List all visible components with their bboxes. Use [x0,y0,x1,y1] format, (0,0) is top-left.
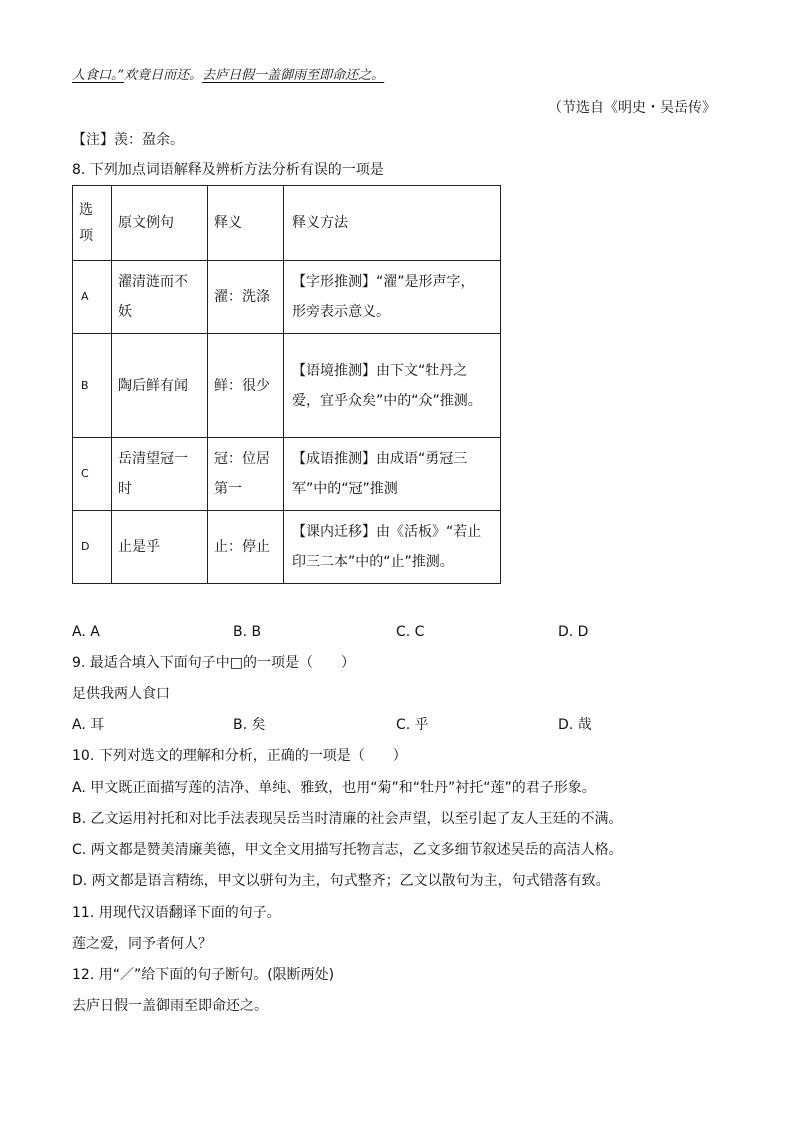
row-sentence-text: 濯清涟而不妖 [118,274,188,320]
question-10-option-a[interactable]: A. 甲文既正面描写莲的洁净、单纯、雅致，也用“菊”和“牡丹”衬托“莲”的君子形象。 [72,780,596,796]
choice-c[interactable]: C. 乎 [396,717,429,733]
passage-line [72,66,384,86]
choice-a[interactable]: A. A [72,624,100,640]
table-row [73,261,501,334]
row-meaning-text: 冠：位居第一 [214,451,270,497]
row-option: B [73,334,112,438]
question-11-sentence: 莲之爱，同予者何人？ [72,936,212,952]
question-8-choices [72,622,722,642]
question-10-option-c[interactable]: C. 两文都是赞美清廉美德，甲文全文用描写托物言志，乙文多细节叙述吴岳的高洁人格。 [72,842,623,858]
passage-fragment-underlined: 人食口。” [72,68,125,83]
table-row [73,334,501,438]
annotation-note: 【注】羡：盈余。 [72,132,184,148]
choice-c[interactable]: C. C [396,624,425,640]
row-method-text: 【成语推测】由成语“勇冠三军”中的“冠”推测 [292,451,468,497]
table-row [73,511,501,584]
choice-b[interactable]: B. 矣 [233,717,266,733]
header-meaning: 释义 [208,186,284,261]
header-option-text: 选项 [79,202,93,244]
table-header-row [73,186,501,261]
row-sentence: 陶后鲜有闻 [112,334,208,438]
row-option: D [73,511,112,584]
choice-b[interactable]: B. B [233,624,262,640]
question-8-stem: 8. 下列加点词语解释及辨析方法分析有误的一项是 [72,162,384,178]
row-option: C [73,438,112,511]
row-meaning: 止：停止 [208,511,284,584]
source-citation: （节选自《明史・吴岳传》 [548,100,716,116]
header-option [73,186,112,261]
table-row [73,438,501,511]
question-11-stem: 11. 用现代汉语翻译下面的句子。 [72,905,281,921]
question-12-stem: 12. 用“／”给下面的句子断句。(限断两处) [72,967,335,983]
header-sentence: 原文例句 [112,186,208,261]
choice-a[interactable]: A. 耳 [72,717,105,733]
row-sentence [112,438,208,511]
row-option: A [73,261,112,334]
row-method-text: 【字形推测】“濯”是形声字，形旁表示意义。 [292,274,475,320]
question-9-stem: 9. 最适合填入下面句子中□的一项是（ ） [72,655,356,671]
question-10-option-d[interactable]: D. 两文都是语言精练，甲文以骈句为主，句式整齐；乙文以散句为主，句式错落有致。 [72,873,610,889]
header-method: 释义方法 [284,186,501,261]
row-meaning: 鲜：很少 [208,334,284,438]
choice-d[interactable]: D. 哉 [558,717,592,733]
question-10-option-b[interactable]: B. 乙文运用衬托和对比手法表现吴岳当时清廉的社会声望，以至引起了友人王廷的不满。 [72,811,623,827]
row-meaning [208,438,284,511]
row-method [284,511,501,584]
row-method [284,438,501,511]
row-method-text: 【语境推测】由下文“牡丹之爱，宜乎众矣”中的“众”推测。 [292,362,482,409]
choice-d[interactable]: D. D [558,624,589,640]
row-sentence [112,261,208,334]
row-method [284,334,501,438]
question-12-sentence: 去庐日假一盖御雨至即命还之。 [72,998,268,1014]
row-method-text: 【课内迁移】由《活板》“若止印三二本”中的“止”推测。 [292,524,482,570]
row-method [284,261,501,334]
passage-sentence-underlined: 去庐日假一盖御雨至即命还之。 [202,68,385,83]
row-sentence-text: 岳清望冠一时 [118,451,188,497]
question-9-choices [72,715,722,735]
row-meaning: 濯：洗涤 [208,261,284,334]
question-10-stem: 10. 下列对选文的理解和分析，正确的一项是（ ） [72,748,407,764]
question-9-sentence: 足供我两人食口 [72,686,170,702]
question-8-table [72,185,501,584]
passage-fragment: 欢竟日而还。 [124,68,203,83]
row-sentence: 止是乎 [112,511,208,584]
